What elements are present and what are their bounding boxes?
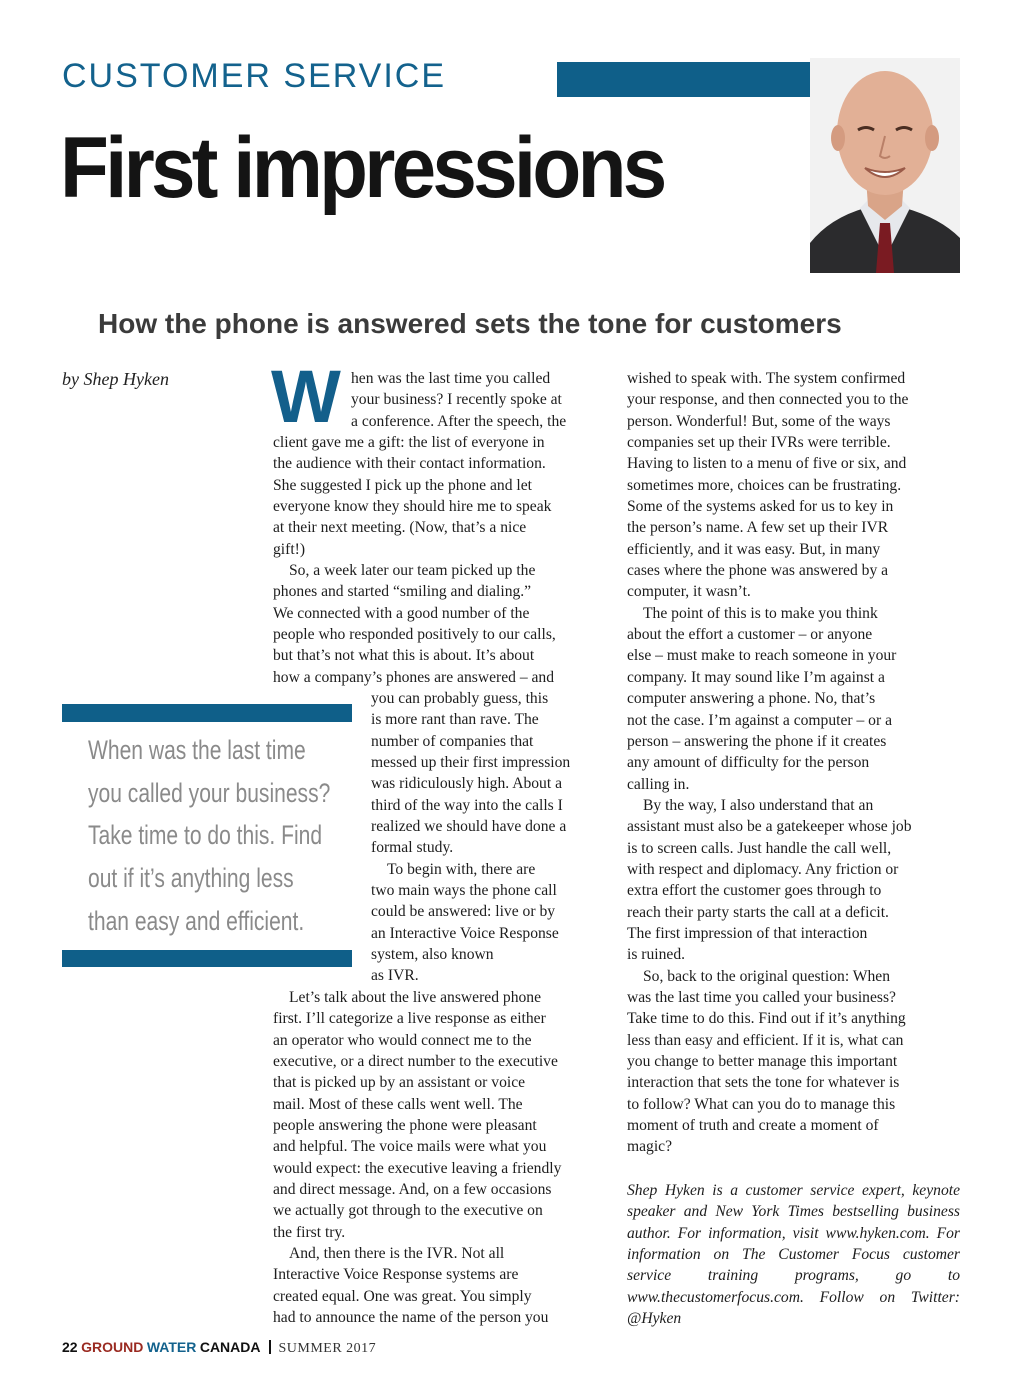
pull-quote-line: When was the last time (88, 735, 306, 765)
body-line: and helpful. The voice mails were what you (273, 1138, 547, 1156)
body-line: and direct message. And, on a few occasions (273, 1181, 552, 1199)
body-line: number of companies that (371, 732, 534, 750)
body-line: She suggested I pick up the phone and let (273, 476, 532, 494)
body-line: Some of the systems asked for us to key in (627, 498, 894, 516)
body-line: people who responded positively to our calls, (273, 626, 556, 644)
body-line: is more rant than rave. The (371, 711, 539, 729)
author-portrait (810, 58, 960, 273)
pull-quote-top-bar (62, 704, 352, 722)
body-line: Having to listen to a menu of five or six, and (627, 455, 907, 473)
body-line: was ridiculously high. About a (371, 775, 563, 793)
body-line: To begin with, there are (387, 860, 536, 878)
body-line: So, a week later our team picked up the (289, 562, 536, 580)
body-line: everyone know they should hire me to speak (273, 498, 552, 516)
byline: by Shep Hyken (62, 369, 169, 389)
body-line: not the case. I’m against a computer – or a (627, 711, 892, 729)
body-line: executive, or a direct number to the executive (273, 1053, 558, 1071)
body-line: cases where the phone was answered by a (627, 562, 889, 580)
body-line: had to announce the name of the person you (273, 1309, 549, 1327)
body-line: company. It may sound like I’m against a (627, 668, 885, 686)
body-line: The point of this is to make you think (643, 604, 878, 622)
article-col2 (627, 368, 963, 1158)
body-line: else – must make to reach someone in your (627, 647, 897, 665)
body-line: We connected with a good number of the (273, 604, 530, 622)
body-line: you can probably guess, this (371, 690, 549, 707)
body-line: The first impression of that interaction (627, 924, 868, 942)
page-footer (62, 1337, 376, 1359)
body-line: as IVR. (371, 967, 419, 985)
portrait-image (810, 58, 960, 273)
pull-quote (88, 729, 343, 943)
body-line: moment of truth and create a moment of (627, 1117, 879, 1135)
body-line: So, back to the original question: When (643, 967, 891, 985)
body-line: people answering the phone were pleasant (273, 1117, 537, 1135)
body-line: wished to speak with. The system confirmed (627, 370, 906, 387)
body-line: would expect: the executive leaving a friendly (273, 1159, 562, 1177)
body-line: extra effort the customer goes through to (627, 882, 882, 900)
body-line: hen was the last time you called (351, 370, 551, 387)
body-line: a conference. After the speech, the (351, 412, 567, 430)
article-col1-middle (371, 688, 611, 987)
body-line: reach their party starts the call at a deficit. (627, 903, 889, 921)
body-line: mail. Most of these calls went well. The (273, 1095, 523, 1113)
headline: First impressions (60, 120, 664, 216)
body-line: we actually got through to the executive on (273, 1202, 543, 1220)
drop-cap: W (271, 355, 341, 438)
magazine-name-canada: CANADA (199, 1339, 261, 1355)
body-line: your response, and then connected you to the (627, 391, 909, 409)
body-line: efficiently, and it was easy. But, in many (627, 540, 881, 558)
body-line: Let’s talk about the live answered phone (289, 989, 542, 1006)
footer-divider (269, 1340, 271, 1354)
body-line: Interactive Voice Response systems are (273, 1266, 519, 1284)
body-line: third of the way into the calls I (371, 796, 563, 814)
author-bio (627, 1180, 960, 1329)
body-line: created equal. One was great. You simply (273, 1287, 532, 1305)
body-line: first. I’ll categorize a live response as either (273, 1010, 546, 1028)
article-col1-opening (351, 368, 611, 432)
body-line: at their next meeting. (Now, that’s a nice (273, 519, 527, 537)
magazine-name-water: WATER (146, 1339, 197, 1355)
body-line: sometimes more, choices can be frustrating. (627, 476, 902, 494)
body-line: that is picked up by an assistant or voice (273, 1074, 526, 1092)
section-label: CUSTOMER SERVICE (62, 57, 447, 95)
body-line: could be answered: live or by (371, 903, 556, 921)
article-col1-top (273, 432, 608, 688)
magazine-name-ground: GROUND (81, 1339, 144, 1355)
article-col1-bottom (273, 987, 608, 1329)
body-line: with respect and diplomacy. Any friction or (627, 860, 899, 878)
body-line: two main ways the phone call (371, 882, 557, 900)
body-line: was the last time you called your business? (627, 988, 896, 1006)
body-line: interaction that sets the tone for whatever is (627, 1074, 900, 1092)
body-line: computer, it wasn’t. (627, 583, 751, 601)
body-line: any amount of difficulty for the person (627, 754, 870, 772)
body-line: calling in. (627, 775, 690, 793)
pull-quote-line: than easy and efficient. (88, 905, 305, 936)
body-line: but that’s not what this is about. It’s about (273, 647, 535, 665)
body-line: gift!) (273, 540, 306, 558)
body-line: realized we should have done a (371, 818, 567, 836)
body-line: an Interactive Voice Response (371, 924, 559, 942)
body-line: assistant must also be a gatekeeper whose job (627, 818, 912, 836)
body-line: is ruined. (627, 946, 686, 964)
body-line: client gave me a gift: the list of everyone in (273, 434, 545, 451)
body-line: an operator who would connect me to the (273, 1031, 532, 1049)
body-line: the person’s name. A few set up their IVR (627, 519, 889, 537)
body-line: less than easy and efficient. If it is, what can (627, 1031, 904, 1049)
body-line: formal study. (371, 839, 454, 857)
body-line: the first try. (273, 1223, 346, 1241)
body-line: computer answering a phone. No, that’s (627, 690, 876, 708)
page-number: 22 (62, 1339, 78, 1355)
body-line: person – answering the phone if it creates (627, 732, 887, 750)
body-line: is to screen calls. Just handle the call well, (627, 839, 892, 857)
body-line: Take time to do this. Find out if it’s anything (627, 1010, 906, 1028)
pull-quote-bottom-bar (62, 950, 352, 967)
body-line: about the effort a customer – or anyone (627, 626, 873, 644)
body-line: companies set up their IVRs were terrible. (627, 434, 891, 452)
body-line: the audience with their contact information. (273, 455, 546, 473)
body-line: your business? I recently spoke at (351, 391, 562, 409)
pull-quote-line: Take time to do this. Find (88, 820, 323, 851)
author-bio-text: Shep Hyken is a customer service expert, keynote speaker and New York Times bestselling business author. For information, visit www.hyken.com. For information on The Customer Focus customer service training programs, go to www.thecustomerfocus.com. Follow on Twitter: @Hyken (627, 1182, 960, 1328)
issue-date: SUMMER 2017 (278, 1341, 377, 1356)
body-line: And, then there is the IVR. Not all (289, 1245, 505, 1263)
body-line: person. Wonderful! But, some of the ways (627, 412, 891, 430)
body-line: By the way, I also understand that an (643, 796, 874, 814)
pull-quote-line: out if it’s anything less (88, 863, 294, 894)
section-accent-bar (557, 62, 811, 97)
body-line: system, also known (371, 946, 494, 964)
body-line: messed up their first impression (371, 754, 571, 772)
subheadline: How the phone is answered sets the tone for customers (98, 308, 842, 339)
body-line: magic? (627, 1138, 673, 1156)
body-line: how a company’s phones are answered – and (273, 668, 555, 686)
body-line: you change to better manage this important (627, 1053, 898, 1070)
body-line: phones and started “smiling and dialing.” (273, 583, 532, 601)
pull-quote-line: you called your business? (88, 777, 331, 808)
body-line: to follow? What can you do to manage this (627, 1095, 896, 1113)
